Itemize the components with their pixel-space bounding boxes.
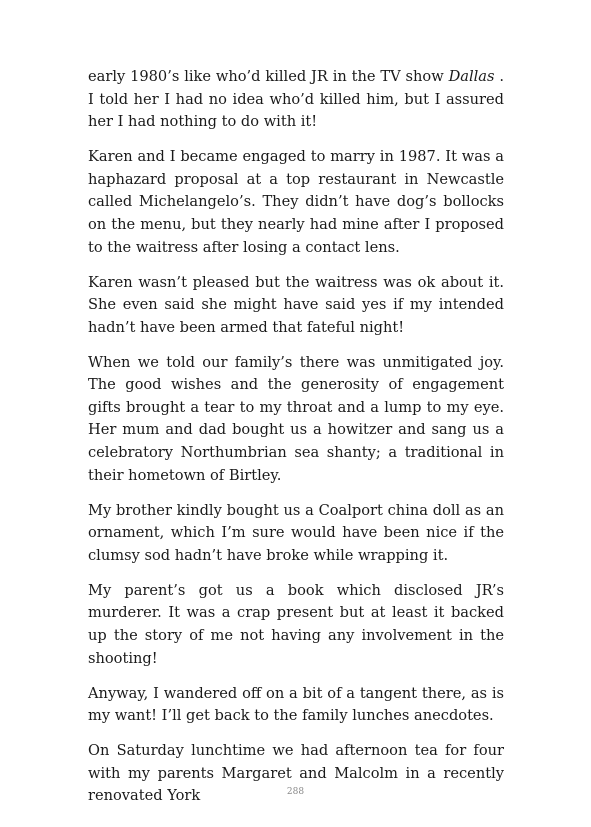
paragraph-7: Anyway, I wandered off on a bit of a tangent there, as is my want! I’ll get back to the family lunches anecdotes. <box>88 684 504 725</box>
paragraph-6: My parent’s got us a book which disclosed JR’s murderer. It was a crap present but at least it backed up the story of me not having any involvement in the shooting! <box>88 581 504 667</box>
paragraph-1 <box>88 66 504 134</box>
paragraph-5: My brother kindly bought us a Coalport china doll as an ornament, which I’m sure would have been nice if the clumsy sod hadn’t have broke while wrapping it. <box>88 501 504 564</box>
body-text <box>88 66 504 820</box>
paragraph-1-text-before: early 1980’s like who’d killed JR in the TV show <box>88 68 449 85</box>
page-number: 288 <box>286 787 305 797</box>
show-title: Dallas <box>448 68 495 85</box>
paragraph-8: On Saturday lunchtime we had afternoon tea for four with my parents Margaret and Malcolm in a recently renovated York <box>88 742 504 805</box>
paragraph-4: When we told our family’s there was unmitigated joy. The good wishes and the generosity of engagement gifts brought a tear to my throat and a lump to my eye. Her mum and dad bought us a howitzer and sang us a celebratory Northumbrian sea shanty; a traditional in their hometown of Birtley. <box>88 353 504 484</box>
paragraph-3: Karen wasn’t pleased but the waitress was ok about it. She even said she might have said yes if my intended hadn’t have been armed that fateful night! <box>88 273 504 336</box>
paragraph-1-text-after: . I told her I had no idea who’d killed him, but I assured her I had nothing to do with it! <box>88 68 504 131</box>
paragraph-2: Karen and I became engaged to marry in 1987. It was a haphazard proposal at a top restaurant in Newcastle called Michelangelo’s. They didn’t have dog’s bollocks on the menu, but they nearly had mine after I proposed to the waitress after losing a contact lens. <box>88 148 504 256</box>
